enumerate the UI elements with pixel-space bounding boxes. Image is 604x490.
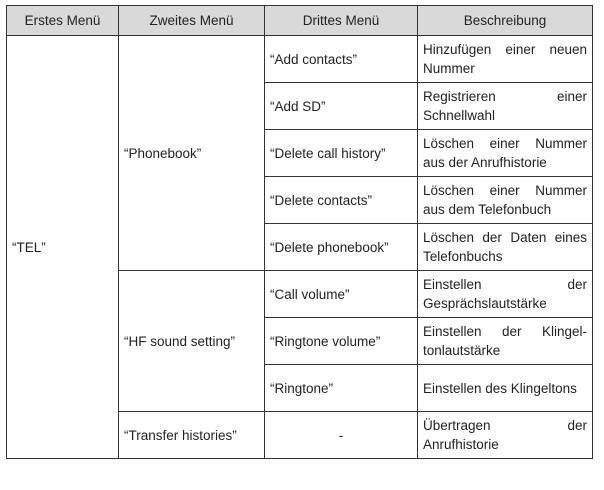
header-first-menu: Erstes Menü bbox=[7, 6, 119, 36]
third-menu-cell: - bbox=[265, 412, 418, 459]
description-cell: Löschen der Daten eines Telefonbuchs bbox=[418, 224, 593, 271]
third-menu-cell: “Ringtone volume” bbox=[265, 318, 418, 365]
description-cell: Löschen einer Nummer aus der Anrufhistorie bbox=[418, 130, 593, 177]
third-menu-cell: “Ringtone” bbox=[265, 365, 418, 412]
description-cell: Einstellen des Klingeltons bbox=[418, 365, 593, 412]
description-cell: Löschen einer Nummer aus dem Telefonbuch bbox=[418, 177, 593, 224]
second-menu-cell: “Transfer histories” bbox=[119, 412, 265, 459]
third-menu-cell: “Delete call history” bbox=[265, 130, 418, 177]
description-cell: Übertragen der Anrufhistorie bbox=[418, 412, 593, 459]
header-second-menu: Zweites Menü bbox=[119, 6, 265, 36]
description-cell: Einstellen der Gesprächslautstärke bbox=[418, 271, 593, 318]
second-menu-cell: “Phonebook” bbox=[119, 36, 265, 271]
header-third-menu: Drittes Menü bbox=[265, 6, 418, 36]
third-menu-cell: “Call volume” bbox=[265, 271, 418, 318]
description-cell: Registrieren einer Schnellwahl bbox=[418, 83, 593, 130]
first-menu-cell: “TEL” bbox=[7, 36, 119, 459]
description-cell: Hinzufügen einer neuen Nummer bbox=[418, 36, 593, 83]
third-menu-cell: “Delete phonebook” bbox=[265, 224, 418, 271]
third-menu-cell: “Add contacts” bbox=[265, 36, 418, 83]
table-row bbox=[7, 36, 593, 83]
header-row bbox=[7, 6, 593, 36]
header-description: Beschreibung bbox=[418, 6, 593, 36]
third-menu-cell: “Add SD” bbox=[265, 83, 418, 130]
menu-table bbox=[6, 5, 593, 459]
description-cell: Einstellen der Klingeltonlautstärke bbox=[418, 318, 593, 365]
third-menu-cell: “Delete contacts” bbox=[265, 177, 418, 224]
second-menu-cell: “HF sound setting” bbox=[119, 271, 265, 412]
